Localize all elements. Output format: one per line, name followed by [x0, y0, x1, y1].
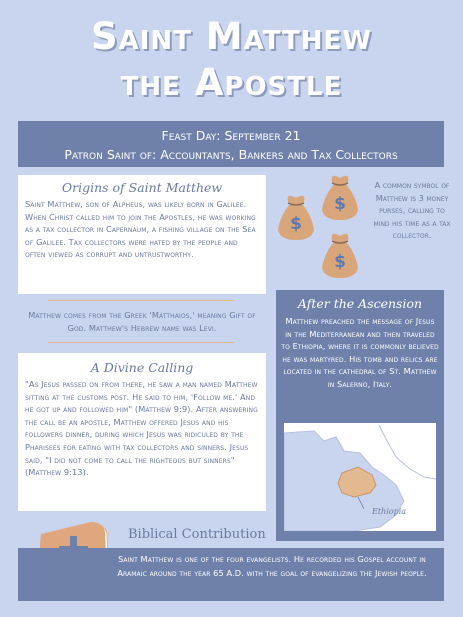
- origins-body: Saint Matthew, son of Alpheus, was likely born in Galilee. When Christ called him to join the Apostles, he was working as a tax collector in Capernaum, a fishing village on the Sea of Galilee. Tax collectors were hated by the people and often viewed as corrupt and untrustworthy.: [25, 199, 256, 260]
- origins-title: Origins of Saint Matthew: [61, 180, 223, 195]
- biblical-title: Biblical Contribution: [128, 527, 266, 542]
- money-purses-illustration: [274, 170, 370, 288]
- money-purse-icon: [278, 196, 314, 240]
- ethiopia-label: Ethiopia: [372, 507, 407, 516]
- money-sign-3: $: [334, 252, 346, 272]
- calling-body: "As Jesus passed on from there, he saw a man named Matthew sitting at the customs post. He said to him, 'Follow me.' And he got up and followed him" (Matthew 9:9). After answering the call be an apostle, Matthew offered Jesus and his followers dinner, during which Jesus was ridiculed by the Pharisees for eating with tax collectors and sinners. Jesus said, "I did not come to call the righteous but sinners" (Matthew 9:13).: [25, 379, 258, 478]
- calling-title: A Divine Calling: [90, 360, 194, 375]
- biblical-contribution-banner: [18, 548, 444, 601]
- divider-bottom: [48, 342, 234, 343]
- origins-card: [18, 175, 266, 294]
- money-sign-2: $: [290, 214, 302, 234]
- money-purse-icon: [322, 176, 358, 220]
- ethiopia-map: [284, 423, 436, 531]
- ethiopia-map-graphic: [284, 423, 436, 531]
- money-sign-1: $: [334, 194, 346, 214]
- biblical-body: Saint Matthew is one of the four evangelists. He recorded his Gospel account in Aramaic around the year 65 A.D. with the goal of evangelizing the Jewish people.: [117, 554, 427, 578]
- ascension-body: Matthew preached the message of Jesus in the Mediterranean and then traveled to Ethiopia, where it is commonly believed he was martyred. His tomb and relics are located in the cathedral of St. Matthew in Salerno, Italy.: [281, 316, 439, 389]
- page-title-line-1: Saint Matthew: [90, 15, 372, 58]
- feast-day-text: Feast Day: September 21: [161, 128, 301, 143]
- money-purse-icon: [322, 234, 358, 278]
- calling-card: [18, 353, 266, 511]
- name-meaning-note: Matthew comes from the Greek 'Matthaios,' meaning Gift of God. Matthew's Hebrew name was Levi.: [28, 310, 256, 333]
- page-title-line-2: the Apostle: [120, 61, 343, 104]
- divider-top: [48, 300, 234, 301]
- feast-banner: [18, 121, 444, 167]
- money-symbol-note: A common symbol of Matthew is 3 money purses, calling to mind his time as a tax collector.: [373, 180, 451, 241]
- ascension-title: After the Ascension: [297, 296, 423, 311]
- patron-saint-text: Patron Saint of: Accountants, Bankers and Tax Collectors: [64, 147, 398, 162]
